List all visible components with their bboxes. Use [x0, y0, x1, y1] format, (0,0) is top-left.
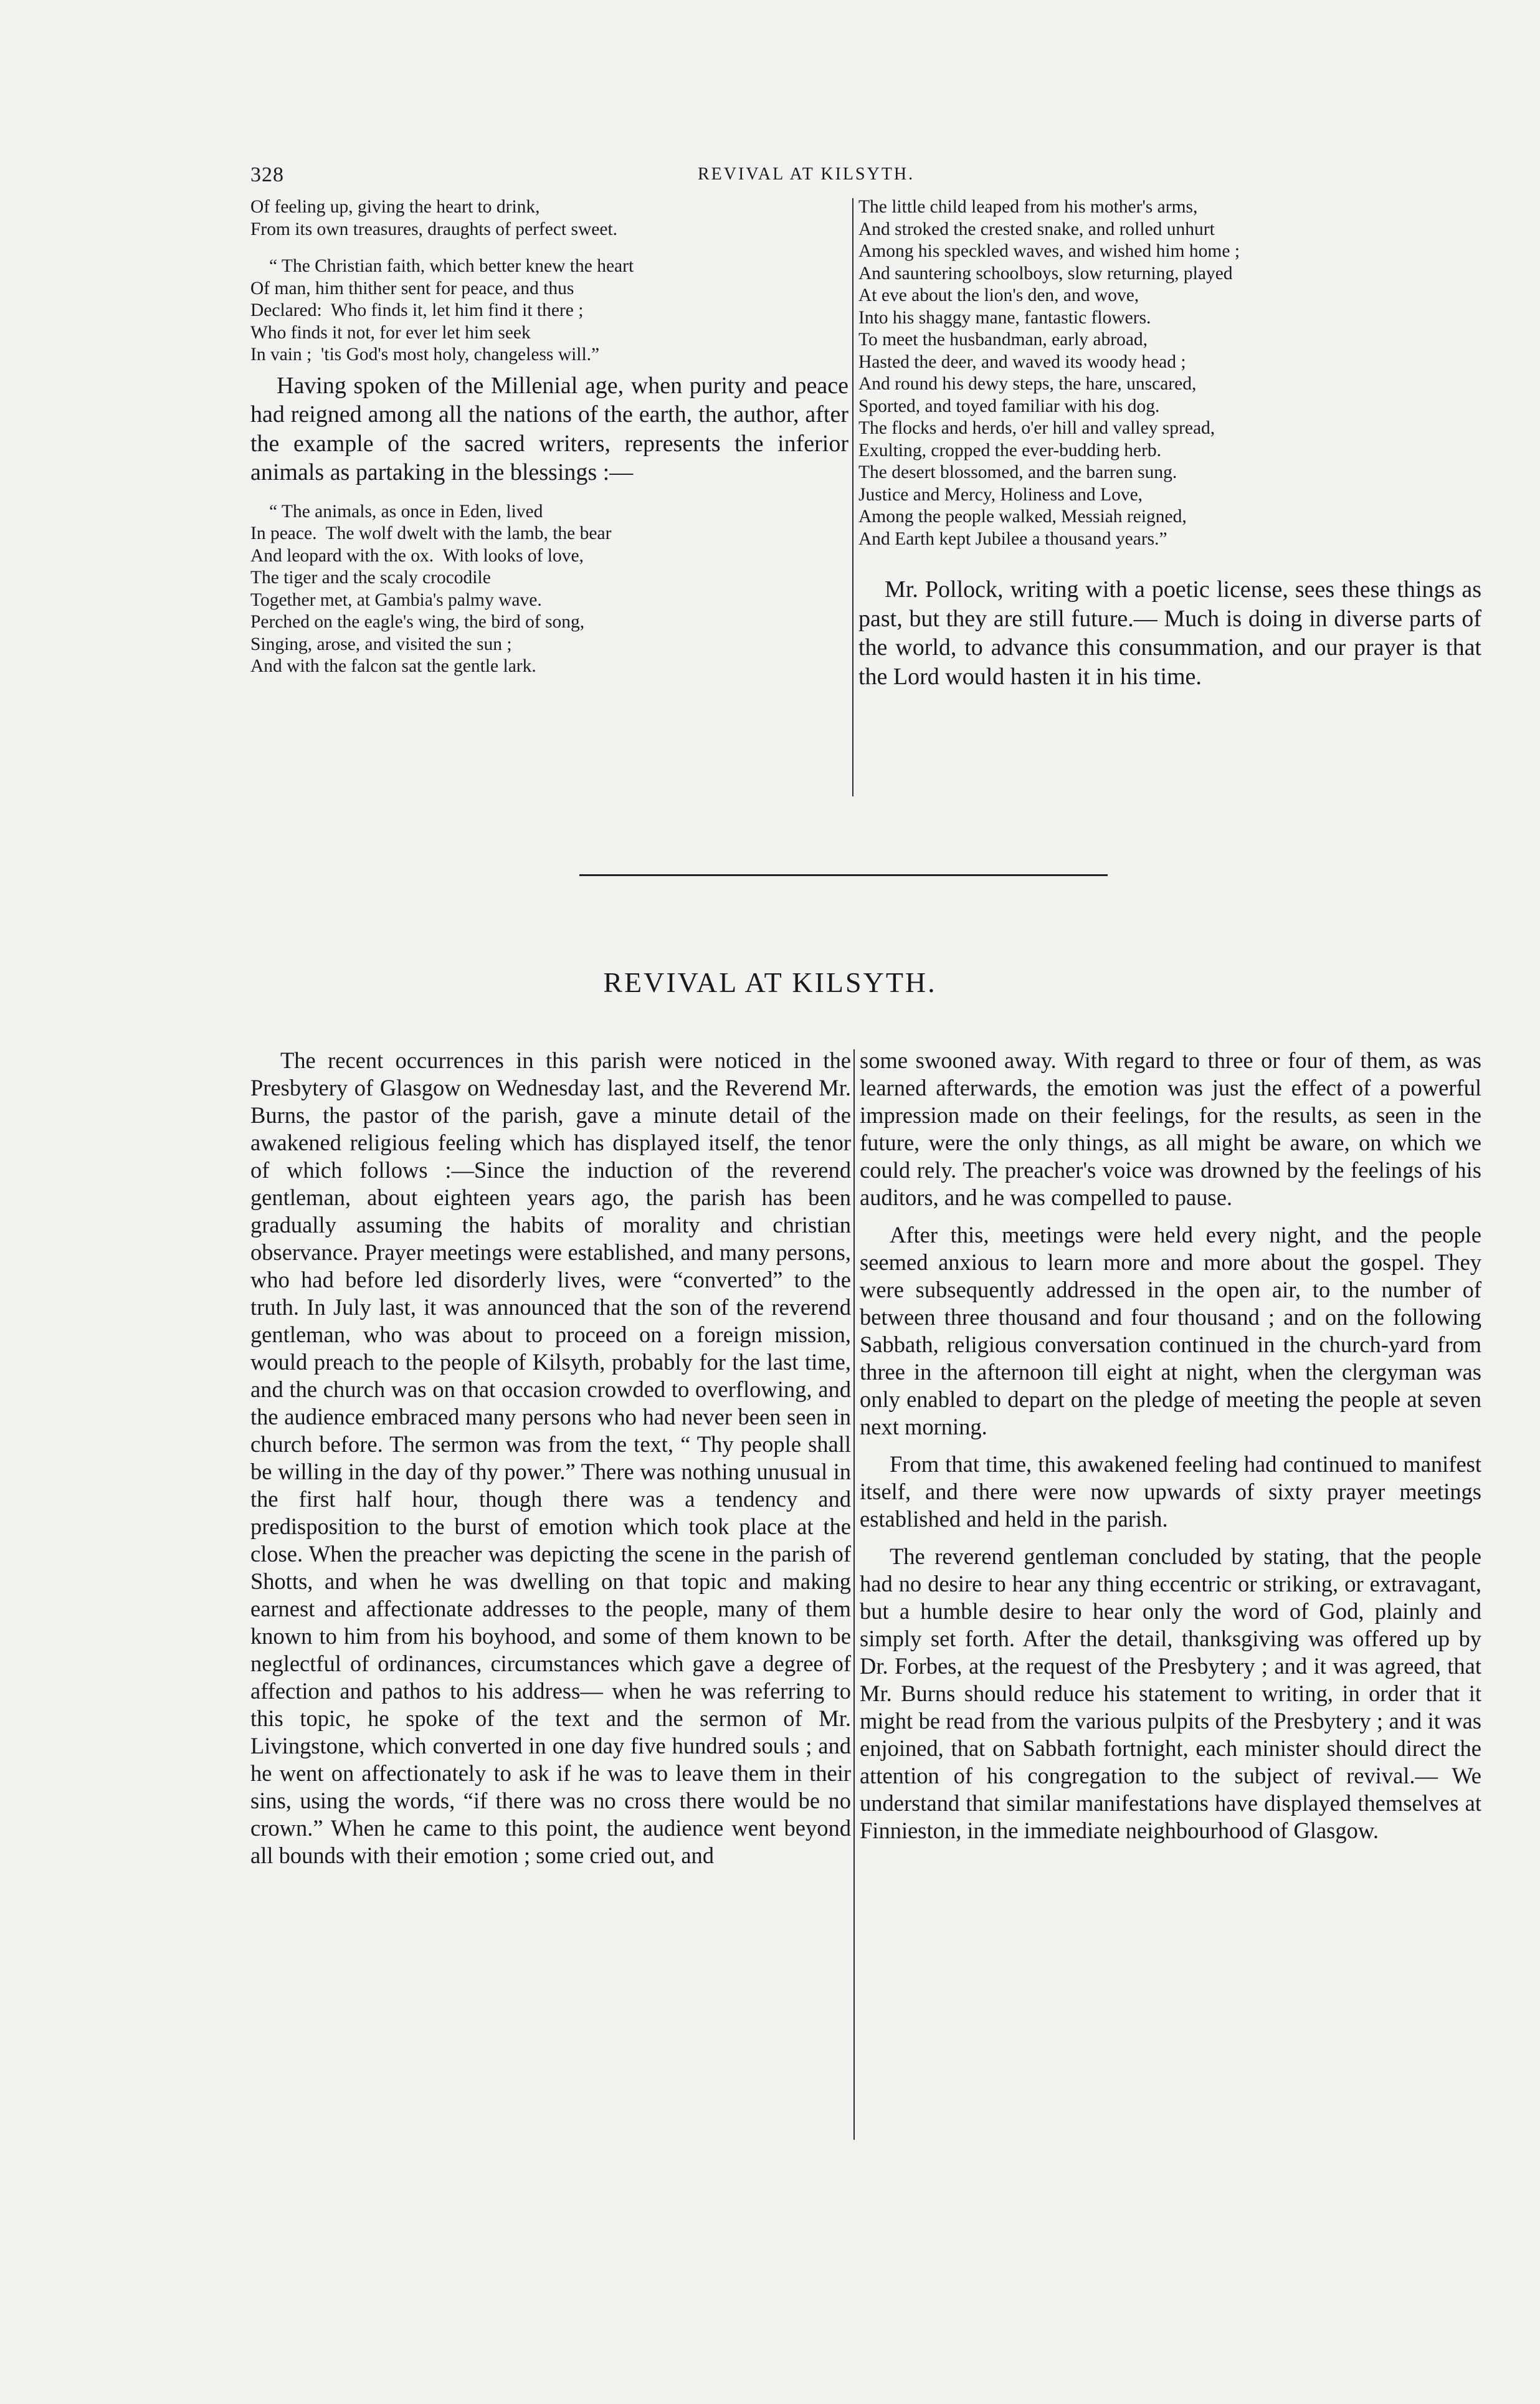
page-number: 328 [250, 163, 284, 186]
article-paragraph: After this, meetings were held every night, and the people seemed anxious to learn more and more about the gospel. They were subsequently addressed in the open air, to the number of between three thousand and four thousand ; and on the following Sabbath, religious conversation continued in the church-yard from three in the afternoon till eight at night, when the clergyman was only enabled to depart on the pledge of meeting the people at seven next morning. [860, 1222, 1481, 1439]
verse-line: “ The animals, as once in Eden, lived [269, 501, 543, 522]
article-left-column [250, 1047, 851, 1869]
verse-block-b [250, 255, 848, 366]
verse-line: From its own treasures, draughts of perfect sweet. [250, 219, 618, 239]
verse-line: Perched on the eagle's wing, the bird of song, [250, 612, 585, 632]
verse-block-c [250, 501, 848, 678]
top-left-column [250, 196, 848, 678]
article-title: REVIVAL AT KILSYTH. [603, 966, 937, 998]
verse-line: Of man, him thither sent for peace, and thus [250, 278, 574, 298]
verse-line: To meet the husbandman, early abroad, [858, 330, 1148, 350]
verse-line: The tiger and the scaly crocodile [250, 568, 491, 588]
verse-line: And leopard with the ox. With looks of love, [250, 545, 584, 566]
column-rule-top [852, 198, 853, 796]
top-right-column [858, 196, 1481, 691]
column-rule-bottom [853, 1049, 855, 2140]
verse-line: Hasted the deer, and waved its woody head ; [858, 351, 1186, 372]
section-divider [579, 874, 1108, 876]
article-paragraph: some swooned away. With regard to three or four of them, as was learned afterwards, the emotion was just the effect of a powerful impression made on their feelings, for the results, as seen in the future, were the only things, as all might be aware, on which we could rely. The preacher's voice was drowned by the feelings of his auditors, and he was compelled to pause. [860, 1047, 1481, 1210]
verse-line: Sported, and toyed familiar with his dog. [858, 396, 1160, 416]
verse-line: In vain ; 'tis God's most holy, changeless will.” [250, 345, 600, 365]
verse-line: And with the falcon sat the gentle lark. [250, 656, 536, 676]
verse-line: The little child leaped from his mother's arms, [858, 197, 1198, 217]
verse-line: The flocks and herds, o'er hill and valley spread, [858, 418, 1215, 438]
verse-line: Singing, arose, and visited the sun ; [250, 634, 512, 654]
running-title: REVIVAL AT KILSYTH. [698, 165, 915, 184]
verse-line: And sauntering schoolboys, slow returning, played [858, 263, 1233, 284]
verse-line: And stroked the crested snake, and rolled unhurt [858, 219, 1215, 239]
article-paragraph: The recent occurrences in this parish were noticed in the Presbytery of Glasgow on Wednesday last, and the Reverend Mr. Burns, the pastor of the parish, gave a minute detail of the awakened religious feeling which has displayed itself, the tenor of which follows :—Since the induction of the reverend gentleman, about eighteen years ago, the parish has been gradually assuming the habits of morality and christian observance. Prayer meetings were established, and many persons, who had before led disorderly lives, were “converted” to the truth. In July last, it was announced that the son of the reverend gentleman, who was about to proceed on a foreign mission, would preach to the people of Kilsyth, probably for the last time, and the church was on that occasion crowded to overflowing, and the audience embraced many persons who had never been seen in church before. The sermon was from the text, “ Thy people shall be willing in the day of thy power.” There was nothing unusual in the first half hour, though there was a tendency and predisposition to the burst of emotion which took place at the close. When the preacher was depicting the scene in the parish of Shotts, and when he was dwelling on that topic and making earnest and affectionate addresses to the people, many of them known to him from his boyhood, and some of them known to be neglectful of ordinances, circumstances which gave a degree of affection and pathos to his address— when he was referring to this topic, he spoke of the text and the sermon of Mr. Livingstone, which converted in one day five hundred souls ; and he went on affectionately to ask if he was to leave them in their sins, using the words, “if there was no cross there would be no crown.” When he came to this point, the audience went beyond all bounds with their emotion ; some cried out, and [250, 1047, 851, 1868]
verse-line: Among the people walked, Messiah reigned, [858, 507, 1187, 527]
verse-line: Declared: Who finds it, let him find it there ; [250, 300, 584, 320]
article-paragraph: The reverend gentleman concluded by stating, that the people had no desire to hear any thing eccentric or striking, or extravagant, but a humble desire to hear only the word of God, plainly and simply set forth. After the detail, thanksgiving was offered up by Dr. Forbes, at the request of the Presbytery ; and it was agreed, that Mr. Burns should reduce his statement to writing, in order that it might be read from the various pulpits of the Presbytery ; and it was enjoined, that on Sabbath fortnight, each minister should direct the attention of his congregation to the subject of revival.— We understand that similar manifestations have displayed themselves at Finnieston, in the immediate neighbourhood of Glasgow. [860, 1543, 1481, 1843]
verse-block-a [250, 196, 848, 241]
verse-line: Together met, at Gambia's palmy wave. [250, 589, 542, 610]
verse-line: And round his dewy steps, the hare, unscared, [858, 374, 1197, 394]
verse-line: Exulting, cropped the ever-budding herb. [858, 440, 1162, 460]
verse-line: Who finds it not, for ever let him seek [250, 322, 531, 343]
verse-line: Among his speckled waves, and wished him home ; [858, 241, 1240, 261]
closing-commentary: Mr. Pollock, writing with a poetic license, sees these things as past, but they are still future.— Much is doing in diverse parts of the world, to advance this consummation, and our prayer is that the Lord would hasten it in his time. [858, 576, 1481, 690]
verse-line: Into his shaggy mane, fantastic flowers. [858, 307, 1151, 328]
commentary-paragraph: Having spoken of the Millenial age, when purity and peace had reigned among all the nations of the earth, the author, after the example of the sacred writers, represents the inferior animals as partaking in the blessings :— [250, 372, 848, 485]
verse-line: “ The Christian faith, which better knew the heart [269, 256, 634, 276]
verse-line: At eve about the lion's den, and wove, [858, 285, 1139, 305]
verse-line: Justice and Mercy, Holiness and Love, [858, 484, 1143, 505]
verse-line: The desert blossomed, and the barren sung. [858, 462, 1177, 482]
article-right-column [860, 1047, 1481, 1844]
verse-line: And Earth kept Jubilee a thousand years.” [858, 528, 1167, 549]
verse-line: In peace. The wolf dwelt with the lamb, the bear [250, 523, 612, 543]
verse-block-d [858, 196, 1481, 550]
verse-line: Of feeling up, giving the heart to drink, [250, 197, 540, 217]
article-paragraph: From that time, this awakened feeling had continued to manifest itself, and there were now upwards of sixty prayer meetings established and held in the parish. [860, 1451, 1481, 1532]
